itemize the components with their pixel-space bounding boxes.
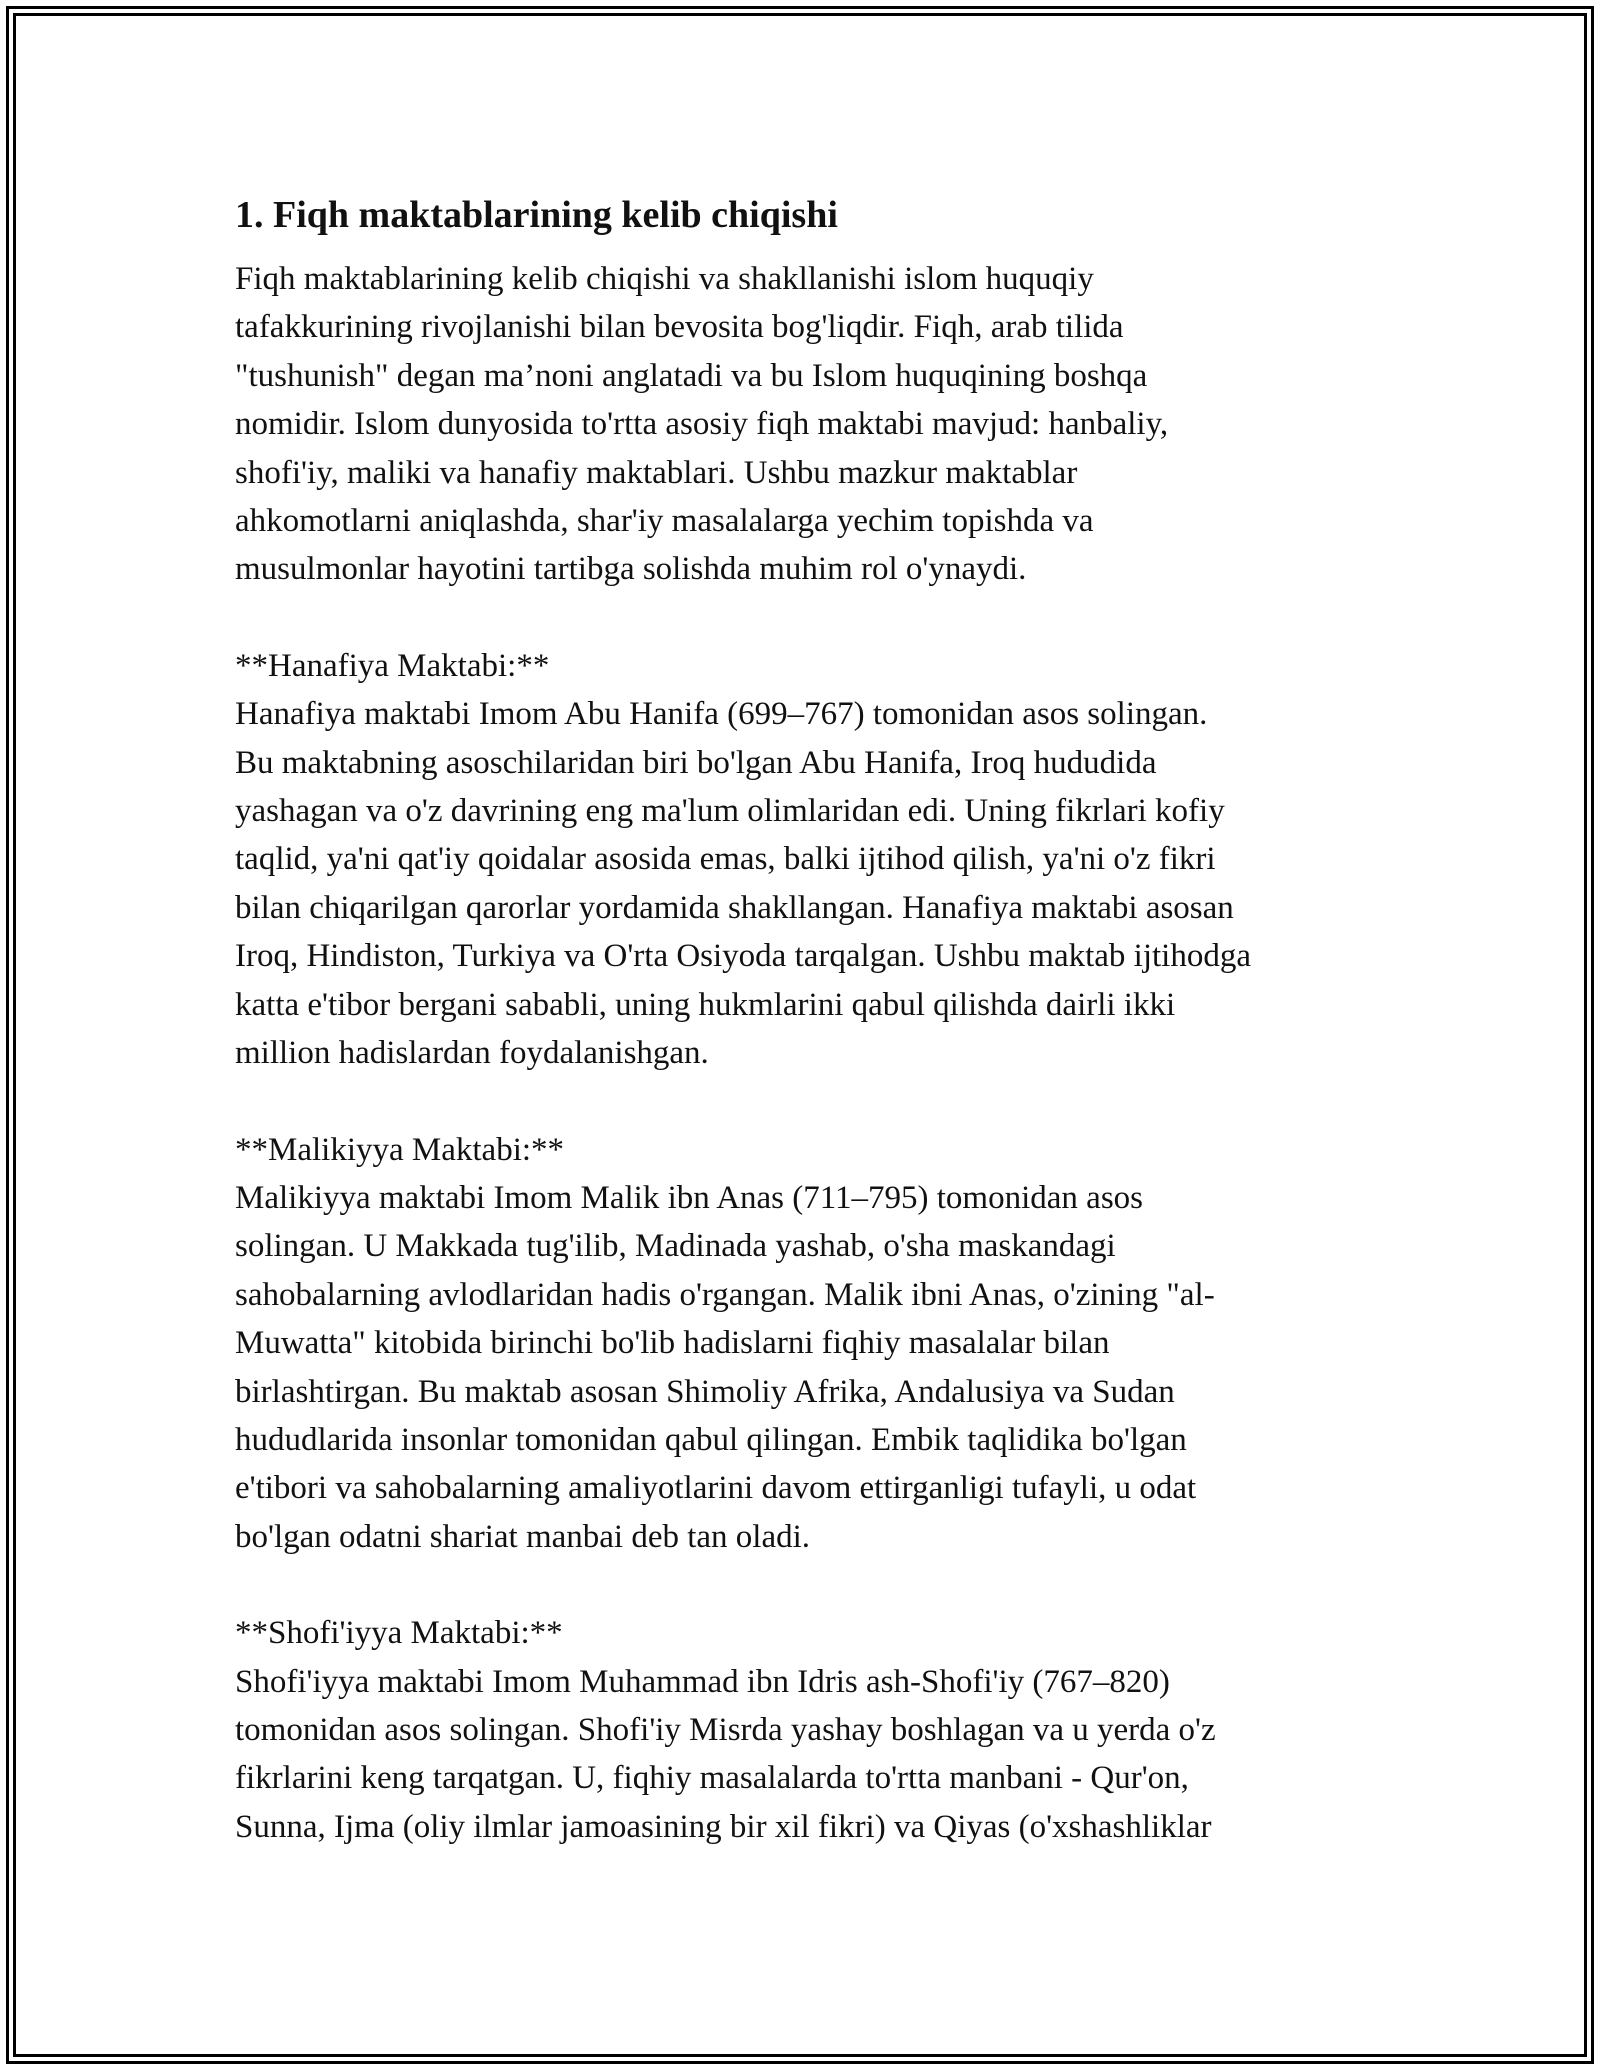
section-heading-shofiiyya: **Shofi'iyya Maktabi:** xyxy=(235,1615,563,1652)
section-body-shofiiyya: Shofi'iyya maktabi Imom Muhammad ibn Idris ash-Shofi'iy (767–820) tomonidan asos solingan. Shofi'iy Misrda yashay boshlagan va u yerda o'z fikrlarini keng tarqatgan. U, fiqhiy masalalarda to'rtta manbani - Qur'on, Sunna, Ijma (oliy ilmlar jamoasining bir xil fikri) va Qiyas (o'xshashliklar xyxy=(235,1663,1216,1845)
section-body-hanafiya: Hanafiya maktabi Imom Abu Hanifa (699–767) tomonidan asos solingan. Bu maktabning asoschilaridan biri bo'lgan Abu Hanifa, Iroq hududida yashagan va o'z davrining eng ma'lum olimlaridan edi. Uning fikrlari kofiy taqlid, ya'ni qat'iy qoidalar asosida emas, balki ijtihod qilish, ya'ni o'z fikri bilan chiqarilgan qarorlar yordamida shakllangan. Hanafiya maktabi asosan Iroq, Hindiston, Turkiya va O'rta Osiyoda tarqalgan. Ushbu maktab ijtihodga katta e'tibor bergani sababli, uning hukmlarini qabul qilishda dairli ikki million hadislardan foydalanishgan. xyxy=(235,696,1251,1072)
document-body xyxy=(235,185,1375,1851)
section-heading-hanafiya: **Hanafiya Maktabi:** xyxy=(235,647,550,684)
document-title: 1. Fiqh maktablarining kelib chiqishi xyxy=(235,194,838,236)
intro-paragraph: Fiqh maktablarining kelib chiqishi va shakllanishi islom huquqiy tafakkurining rivojlanishi bilan bevosita bog'liqdir. Fiqh, arab tilida "tushunish" degan ma’noni anglatadi va bu Islom huquqining boshqa nomidir. Islom dunyosida to'rtta asosiy fiqh maktabi mavjud: hanbaliy, shofi'iy, maliki va hanafiy maktablari. Ushbu mazkur maktablar ahkomotlarni aniqlashda, shar'iy masalalarga yechim topishda va musulmonlar hayotini tartibga solishda muhim rol o'ynaydi. xyxy=(235,261,1169,588)
section-heading-malikiyya: **Malikiyya Maktabi:** xyxy=(235,1131,565,1168)
section-body-malikiyya: Malikiyya maktabi Imom Malik ibn Anas (711–795) tomonidan asos solingan. U Makkada tug'ilib, Madinada yashab, o'sha maskandagi sahobalarning avlodlaridan hadis o'rgangan. Malik ibni Anas, o'zining "al- Muwatta" kitobida birinchi bo'lib hadislarni fiqhiy masalalar bilan birlashtirgan. Bu maktab asosan Shimoliy Afrika, Andalusiya va Sudan hududlarida insonlar tomonidan qabul qilingan. Embik taqlidika bo'lgan e'tibori va sahobalarning amaliyotlarini davom ettirganligi tufayli, u odat bo'lgan odatni shariat manbai deb tan oladi. xyxy=(235,1179,1215,1555)
